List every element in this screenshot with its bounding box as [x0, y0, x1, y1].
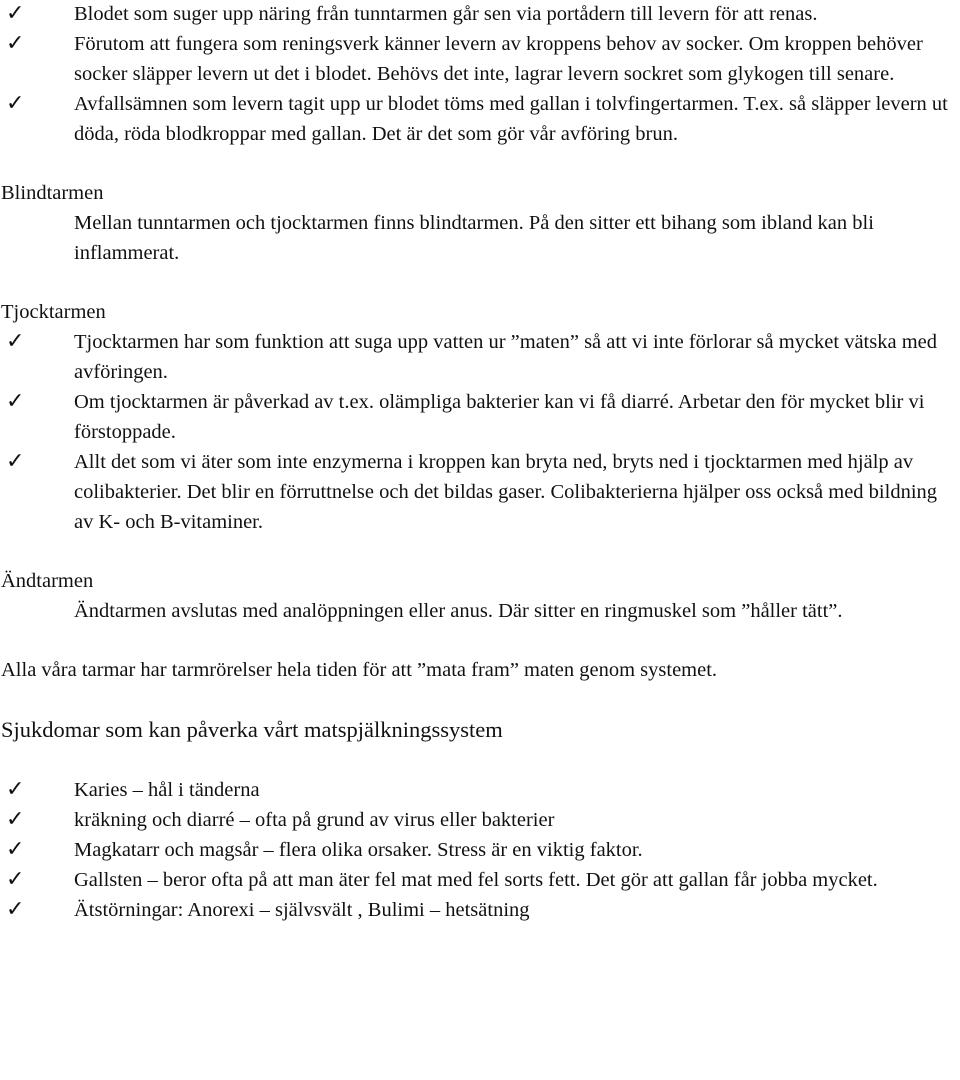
list-item-text: Magkatarr och magsår – flera olika orsaker. Stress är en viktig faktor. [74, 839, 643, 861]
spacer [0, 268, 956, 297]
list-item [0, 447, 956, 537]
blindtarmen-text: Mellan tunntarmen och tjocktarmen finns blindtarmen. På den sitter ett bihang som ibland kan bli inflammerat. [74, 212, 874, 264]
checkmark-icon: ✓ [6, 1, 25, 26]
checkmark-icon: ✓ [6, 449, 25, 474]
section-heading-sjukdomar: Sjukdomar som kan påverka vårt matspjälkningssystem [1, 717, 503, 742]
checkmark-icon: ✓ [6, 897, 25, 922]
list-item-text: Allt det som vi äter som inte enzymerna i kroppen kan bryta ned, bryts ned i tjocktarmen med hjälp av colibakterier. Det blir en förruttnelse och det bildas gaser. Colibakterierna hjälper oss också med bildning av K- och B-vitaminer. [74, 451, 938, 533]
list-item [0, 89, 956, 149]
list-item [0, 29, 956, 89]
spacer [0, 626, 956, 655]
list-item-text: Karies – hål i tänderna [74, 779, 260, 801]
list-item-text: Om tjocktarmen är påverkad av t.ex. olämpliga bakterier kan vi få diarré. Arbetar den för mycket blir vi förstoppade. [74, 391, 925, 443]
summary-text: Alla våra tarmar har tarmrörelser hela tiden för att ”mata fram” maten genom systemet. [1, 659, 718, 681]
list-item-text: Förutom att fungera som reningsverk känner levern av kroppens behov av socker. Om kroppen behöver socker släpper levern ut det i blodet. Behövs det inte, lagrar levern sockret som glykogen till senare. [74, 33, 923, 85]
list-item-text: Gallsten – beror ofta på att man äter fel mat med fel sorts fett. Det gör att gallan får jobba mycket. [74, 869, 878, 891]
list-item-text: Blodet som suger upp näring från tunntarmen går sen via portådern till levern för att renas. [74, 3, 818, 25]
checkmark-icon: ✓ [6, 867, 25, 892]
spacer [0, 149, 956, 178]
checkmark-icon: ✓ [6, 807, 25, 832]
checkmark-icon: ✓ [6, 837, 25, 862]
list-item [0, 805, 956, 835]
spacer [0, 745, 956, 775]
list-item [0, 387, 956, 447]
checkmark-icon: ✓ [6, 329, 25, 354]
checkmark-icon: ✓ [6, 31, 25, 56]
list-item [0, 865, 956, 895]
list-item-text: Avfallsämnen som levern tagit upp ur blodet töms med gallan i tolvfingertarmen. T.ex. så släpper levern ut döda, röda blodkroppar med gallan. Det är det som gör vår avföring brun. [74, 93, 948, 145]
list-item [0, 775, 956, 805]
sjukdomar-bullet-list [0, 775, 956, 925]
section-heading-andtarmen: Ändtarmen [1, 570, 94, 592]
list-item [0, 327, 956, 387]
intro-bullet-list [0, 0, 956, 149]
list-item [0, 895, 956, 925]
spacer [0, 685, 956, 715]
list-item-text: kräkning och diarré – ofta på grund av virus eller bakterier [74, 809, 555, 831]
checkmark-icon: ✓ [6, 91, 25, 116]
checkmark-icon: ✓ [6, 777, 25, 802]
list-item [0, 0, 956, 29]
list-item-text: Ätstörningar: Anorexi – självsvält , Bulimi – hetsätning [74, 899, 530, 921]
section-heading-tjocktarmen: Tjocktarmen [1, 301, 106, 323]
checkmark-icon: ✓ [6, 389, 25, 414]
andtarmen-text: Ändtarmen avslutas med analöppningen eller anus. Där sitter en ringmuskel som ”håller tätt”. [74, 600, 843, 622]
section-heading-blindtarmen: Blindtarmen [1, 182, 104, 204]
tjocktarmen-bullet-list [0, 327, 956, 537]
list-item-text: Tjocktarmen har som funktion att suga upp vatten ur ”maten” så att vi inte förlorar så mycket vätska med avföringen. [74, 331, 938, 383]
list-item [0, 835, 956, 865]
spacer [0, 537, 956, 566]
